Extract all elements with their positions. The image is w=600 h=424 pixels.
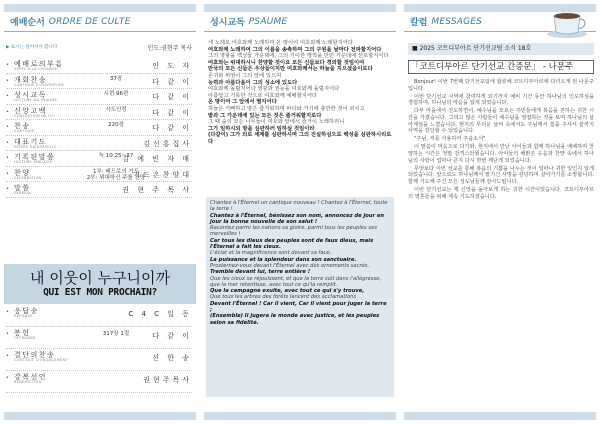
messages-panel <box>400 0 600 424</box>
order-item-leader: 기드온찬양대 <box>133 170 192 179</box>
psalm-header-fr: PSAUME <box>248 16 288 27</box>
order-item-detail: 220장 <box>108 122 124 128</box>
order-of-worship-panel <box>0 0 200 424</box>
sermon-title-fr: QUI EST MON PROCHAIN? <box>43 287 157 298</box>
order-item <box>6 371 192 393</box>
order-item-title-fr: CÉLÉBRATION <box>14 175 42 180</box>
order-item-title-ko: 대표기도 <box>14 137 48 146</box>
sermon-title-banner <box>4 264 196 304</box>
psalm-header-ko: 성시교독 <box>210 18 245 28</box>
bullet-icon: • <box>6 108 9 115</box>
order-item <box>6 182 192 198</box>
psalm-line: 하늘은 기뻐하고 땅은 즐거워하며 바다와 거기에 충만한 것이 외치고 <box>208 105 365 112</box>
psalm-line: 온 땅이여 그 앞에서 떨지어다 <box>208 99 277 106</box>
order-item-title-ko: 찬양 <box>14 168 31 177</box>
message-paragraph: 무엇보다 이번 선교를 통해 복음의 기쁨을 나누는 것이 얼마나 귀한 일인지 알게 되었습니다. 앞으로도 하나님께서 맡기신 사명을 감당하며 살아가기를 소망합니다. 함께 기도해 주신 모든 성도님들께 감사드립니다. <box>408 165 594 185</box>
order-item-title-fr: BÉNÉDICTION <box>14 380 42 384</box>
bullet-icon: • <box>6 353 9 359</box>
psalm-line: Prosternez-vous devant l'Éternel avec des ornements sacrés. <box>210 262 370 269</box>
order-item-title-ko: 신앙고백 <box>14 106 48 115</box>
psalm-line: 여호와께 노래하여 그의 이름을 송축하며 그의 구원을 날마다 전파할지어다 <box>208 46 382 53</box>
psalm-line: Car tous les dieux des peuples sont de faux dieux, mais l'Éternel a fait les cieux. <box>210 237 374 251</box>
order-item-detail: 1부: 베드로의 기도 2부: 위대하신 주를 찬양 <box>86 168 146 181</box>
psalm-header <box>204 12 396 32</box>
order-item-title-fr: CANTIQUE D'ENGAGEMENT <box>14 358 69 362</box>
bullet-icon: • <box>6 375 9 381</box>
psalm-line: 여호와께 돌릴지어다 영광과 권능을 여호와께 돌릴지어다 <box>208 86 340 93</box>
message-body <box>408 79 594 202</box>
order-item-leader: 권 현 주 목 사 <box>122 186 192 194</box>
order-item-title-ko: 기록된말씀 <box>14 153 56 161</box>
order-item <box>6 105 192 121</box>
presider-label: 인도:권현주 목사 <box>147 45 192 52</box>
psalm-line: 밭과 그 가운데에 있는 모든 것은 즐거워할지로다 <box>208 112 322 119</box>
psalm-line: 능력과 아름다움이 그의 성소에 있도다 <box>208 79 298 86</box>
order-item-title-fr: SERMON <box>14 191 32 195</box>
psalm-line: Chantez à l'Éternel, bénissez son nom, annoncez de jour en jour la bonne nouvelle de son salut ! <box>210 212 385 225</box>
bullet-icon: • <box>6 62 9 68</box>
psalm-line: 만국의 모든 신들은 우상들이지만 여호와께서는 하늘을 지으셨음이로다 <box>208 66 373 73</box>
order-item-detail: 눅 10:25~37 <box>98 153 134 159</box>
order-item-title-ko: 찬송 <box>14 122 31 130</box>
order-header-fr: ORDRE DE CULTE <box>48 16 131 27</box>
psalm-line: Chantez à l'Éternel un cantique nouveau ! Chantez à l'Éternel, toute la terre ! <box>210 200 388 213</box>
psalm-line: 아름답고 거룩한 것으로 여호와께 예배할지어다 <box>208 92 318 99</box>
message-paragraph: 이번 단기선교 사역에 참여하게 되기까지 예비 기간 동안 하나님의 인도하심을 경험하며, 하나님의 마음을 알게 되었습니다. <box>408 93 594 107</box>
order-header-ko: 예배순서 <box>10 18 45 28</box>
order-item-leader: 다 같 이 <box>152 77 192 86</box>
psalm-french-text <box>206 197 394 397</box>
message-paragraph: 이 말씀이 마음으로 다가와, 현지에서 만난 아이들과 함께 하나님을 예배하며 찬양하는 시간은 정말 감격스러웠습니다. 아이들의 해맑은 웃음과 찬양 속에서 하나님의 사랑이 얼마나 큰지 다시 한번 깨닫게 되었습니다. <box>408 144 594 164</box>
order-item-leader: 선 한 송 <box>152 354 192 362</box>
order-item <box>6 58 192 74</box>
bottom-band <box>204 412 396 420</box>
psalm-line: 그 때 숲의 모든 나무들이 여호와 앞에서 즐거이 노래하리니 <box>208 119 345 126</box>
psalm-korean-text <box>208 40 392 146</box>
top-band <box>4 4 196 12</box>
psalm-line: 그가 임하시되 땅을 심판하러 임하실 것임이라 <box>208 125 315 132</box>
order-item-detail: 37장 <box>109 75 123 82</box>
bullet-icon: • <box>6 186 9 192</box>
order-item-title-ko: 강복선언 <box>14 373 48 381</box>
bullet-icon: • <box>6 139 9 146</box>
order-item-title-ko: 응답송 <box>14 307 39 315</box>
order-item-title-ko: 결단의찬송 <box>14 351 56 359</box>
order-item-title-fr: CANTIQUE D'OUVERTURE <box>14 82 65 87</box>
psalm-line: Devant l'Éternel ! Car il vient, Car il vient pour juger la terre ; <box>210 300 387 314</box>
sermon-title-ko: 내 이웃이 누구니이까 <box>30 269 170 287</box>
bullet-icon: • <box>6 124 9 130</box>
order-item-detail: 사도신경 <box>105 106 127 113</box>
psalm-line: L'éclat et la magnificence sont devant sa face, <box>210 250 332 257</box>
order-item-title-fr: LECTURE BIBLIQUE <box>14 160 53 164</box>
psalm-line: Tremble devant lui, terre entière ! <box>210 269 311 276</box>
order-item-title-fr: PRIÈRE UNIVERSELLE <box>14 144 57 149</box>
standing-note: ▶ 표시는 일어서서 합니다 <box>6 45 58 50</box>
order-item-leader: 권현주목사 <box>143 376 192 384</box>
psalm-panel <box>200 0 400 424</box>
order-list-bottom <box>6 305 192 393</box>
psalm-line: (Ensemble) Il jugera le monde avec justice, et les peuples selon sa fidélité. <box>210 313 380 326</box>
order-item-detail: 317장 1절 <box>102 331 130 337</box>
message-paragraph: Bonjour! 이번 7번째 단기선교팀에 합류해 코트디부아르에 다녀오게 된 나문주입니다. <box>408 79 594 92</box>
order-item <box>6 74 192 90</box>
order-item-title-ko: 말씀 <box>14 184 31 192</box>
message-subtitle: ■ 2025 코트디부아르 단기선교팀 소식 18호 <box>408 43 594 55</box>
order-item <box>6 89 192 105</box>
psalm-line: 여호와는 위대하시니 찬양할 것이요 모든 신들보다 경외할 것임이여 <box>208 59 365 66</box>
messages-header-ko: 칼럼 <box>410 18 428 28</box>
messages-header-fr: MESSAGES <box>431 16 483 27</box>
bullet-icon: • <box>6 309 9 315</box>
order-item <box>6 349 192 371</box>
psalm-line: 존귀와 위엄이 그의 앞에 있으며 <box>208 72 282 79</box>
order-item <box>6 120 192 136</box>
order-header <box>4 12 196 32</box>
order-item-leader: C 4 C 일 동 <box>128 310 192 318</box>
psalm-line: 그의 영광을 백성들 가운데에, 그의 기이한 행적을 만민 가운데에 선포할지어다 <box>208 53 389 60</box>
order-item-leader: 다 같 이 <box>152 108 192 117</box>
order-item-title-ko: 개회찬송 <box>14 75 48 84</box>
order-item-leader: 다 같 이 <box>152 93 192 101</box>
order-item-title-fr: CONFESSION DE FOI <box>14 113 55 118</box>
order-item-title-ko: 성시교독 <box>14 91 48 99</box>
order-item-title-fr: LECTURE DU PSAUME <box>14 98 58 102</box>
bullet-icon: • <box>6 155 9 161</box>
psalm-line: Racontez parmi les nations sa gloire, parmi tous les peuples ses merveilles ! <box>210 225 377 238</box>
psalm-line: 새 노래로 여호와께 노래하며 온 땅이여 여호와께 노래할지어다 <box>208 40 353 46</box>
order-item-title-fr: APPEL À LA LOUANGE <box>14 67 58 71</box>
bullet-icon: • <box>6 93 9 99</box>
psalm-line: La puissance et la splendeur dans son sanctuaire. <box>210 256 357 263</box>
order-item <box>6 167 192 183</box>
psalm-line: Que tous les arbres des forêts lancent des acclamations <box>210 294 357 301</box>
message-paragraph: "주님, 저를 사용하여 주옵소서" <box>414 136 486 143</box>
coffee-cup-icon <box>544 4 590 40</box>
order-item-leader: 김 예 빈 자 매 <box>122 155 192 163</box>
order-item-title-fr: CANTIQUE <box>14 129 35 133</box>
top-band <box>204 4 396 12</box>
bullet-icon: • <box>6 331 9 337</box>
order-item-detail: 시편 96편 <box>103 91 129 97</box>
order-item <box>6 151 192 167</box>
message-title: 「코트디부아르 단기선교 간증문」 - 나문주 <box>408 60 594 74</box>
bullet-icon: • <box>6 170 9 177</box>
bottom-band <box>4 412 196 420</box>
order-item-leader: 김신홍집사 <box>143 139 192 148</box>
message-paragraph: 이번 단기선교는 제 신앙을 돌아보게 하는 귀한 시간이었습니다. 코트디부아르의 영혼들을 위해 계속 기도하겠습니다. <box>408 186 594 200</box>
psalm-line: (다같이) 그가 의로 세계를 심판하시며 그의 진실하심으로 백성을 심판하시리로다 <box>208 132 392 145</box>
order-item <box>6 327 192 349</box>
order-item-title-ko: 봉헌 <box>14 329 31 337</box>
order-item-leader: 다 같 이 <box>152 332 192 340</box>
bullet-icon: • <box>6 77 9 84</box>
order-list <box>6 58 192 198</box>
order-item-leader: 인 도 자 <box>152 62 192 70</box>
psalm-line: Que la campagne exulte, avec tout ce qui s'y trouve, <box>210 288 365 295</box>
psalm-line: Que les cieux se réjouissent, et que la terre soit dans l'allégresse, que la mer retentisse, avec tout ce qu'la remplit. <box>210 275 382 288</box>
message-paragraph: 다부 마을에서 전도하면서, 예수님을 모르는 주민들에게 복음을 전하는 귀한 시간을 가졌습니다. 그리고 많은 사람들이 예수님을 영접하는 것을 보며 하나님의 살아계심을 느꼈습니다. 현지의 무더운 날씨 속에서도 주님께서 힘을 주셔서 끝까지 사역을 감당할 수 있었습니다. <box>408 108 594 135</box>
bottom-band <box>404 412 596 420</box>
order-item-title-fr: OFFRANDE <box>14 336 36 340</box>
order-item-title-ko: 예배로의부름 <box>14 60 64 68</box>
order-item-title-fr: RÉPONSE <box>14 314 33 318</box>
order-item <box>6 136 192 152</box>
order-item-leader: 다 같 이 <box>152 124 192 132</box>
order-item <box>6 305 192 327</box>
